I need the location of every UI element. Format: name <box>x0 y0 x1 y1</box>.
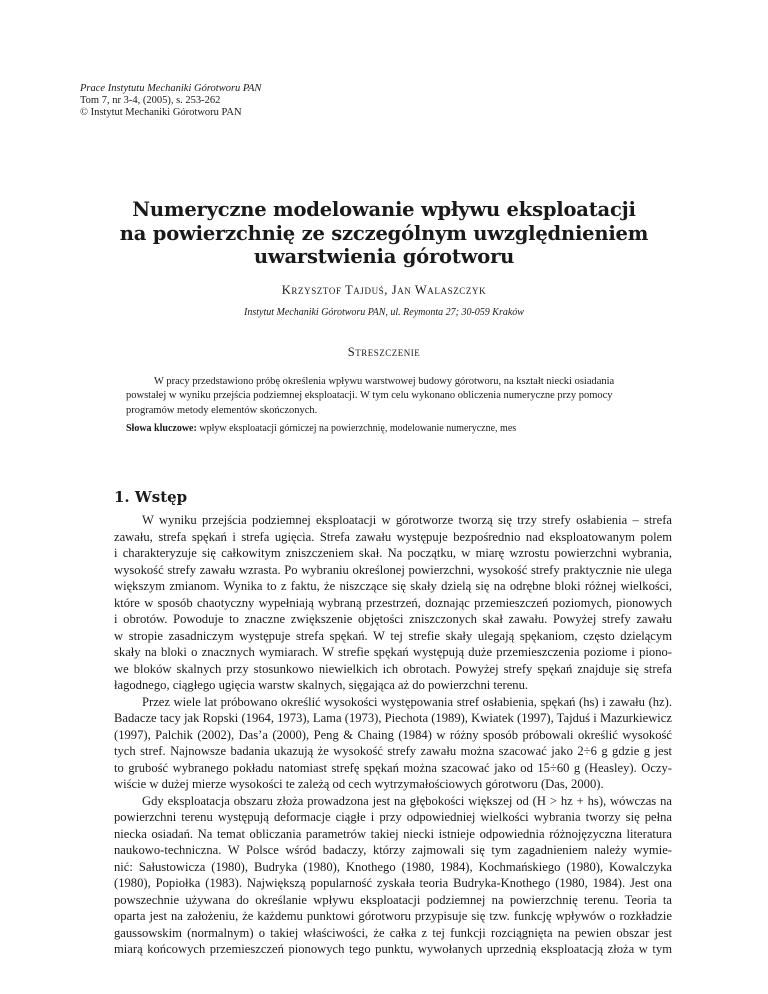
body-line: miarą końcowych przemieszczeń pionowych tego punktu, wywołanych uprzednią eksploatacją złoża w tym <box>114 942 672 956</box>
body-line: skały na bloki o znacznych wymiarach. W strefie spękań występują duże przemieszczenia poziome i piono- <box>114 645 672 659</box>
journal-name: Prace Instytutu Mechaniki Górotworu PAN <box>80 83 262 94</box>
abstract-line: powstałej w wyniku przejścia podziemnej eksploatacji. W tym celu wykonano obliczenia numeryczne przy pomocy <box>126 390 613 402</box>
body-line: zawału, strefa spękań i strefa ugięcia. Strefa zawału występuje bezpośrednio nad eksploatowanym polem <box>114 529 672 544</box>
body-line: Badacze tacy jak Ropski (1964, 1973), Lama (1973), Piechota (1989), Kwiatek (1997), Tajduś i Mazurkiewicz <box>114 711 672 725</box>
keywords <box>126 423 516 434</box>
body-line: oparta jest na założeniu, że każdemu punktowi górotworu przypisuje się tzw. funkcję wpływów o rozkładzie <box>114 909 672 923</box>
body-line: które w sposób chaotyczny wypełniają wybraną przestrzeń, doznając przemieszczeń poziomych, pionowych <box>114 595 672 610</box>
abstract-text <box>126 375 670 418</box>
body-line: łagodnego, ciągłego ugięcia warstw skalnych, sięgająca aż do powierzchni terenu. <box>114 678 529 692</box>
body-line: (1997), Palchik (2002), Das’a (2000), Peng & Chaing (1984) w różny sposób próbowali określić wysokość <box>114 727 672 742</box>
body-line: niecka osiadań. Na temat obliczania parametrów takiej niecki istnieje odpowiednia różnojęzyczna literatura <box>114 826 672 841</box>
journal-volume: Tom 7, nr 3-4, (2005), s. 253-262 <box>80 95 221 106</box>
body-text <box>114 512 672 958</box>
body-line: tych stref. Najnowsze badania ukazują że wysokość strefy zawału można szacować jako 2÷6 g gdzie g jest <box>114 744 672 758</box>
body-line: powierzchni terenu występują deformacje ciągłe i przy odpowiedniej wielkości wybrania tworzy się pełna <box>114 810 672 824</box>
body-line: Przez wiele lat próbowano określić wysokości występowania stref osłabienia, spękań (hs) i zawału (hz). <box>142 694 672 709</box>
paper-title <box>80 198 688 269</box>
body-line: i charakteryzuje się całkowitym zniszczeniem skał. Na początku, w miarę wzrostu powierzchni wybrania, <box>114 546 672 560</box>
body-line: we bloków skalnych przy stosunkowo niewielkich ich obrotach. Powyżej strefy spękań znajduje się strefa <box>114 661 672 676</box>
section-heading <box>114 488 187 506</box>
affiliation: Instytut Mechaniki Górotworu PAN, ul. Reymonta 27; 30-059 Kraków <box>244 307 524 318</box>
body-line: powszechnie używana do określanie wpływu eksploatacji podziemnej na powierzchnię terenu. Teoria ta <box>114 892 672 907</box>
body-line: naukowo-techniczna. W Polsce wśród badaczy, którzy zajmowali się tym zagadnieniem należy wymie- <box>114 843 672 857</box>
title-line: uwarstwienia górotworu <box>253 245 515 268</box>
body-line: Gdy eksploatacja obszaru złoża prowadzona jest na głębokości większej od (H > hz + hs), wówczas na <box>142 793 672 808</box>
journal-header <box>80 83 261 119</box>
keywords-text: wpływ eksploatacji górniczej na powierzchnię, modelowanie numeryczne, mes <box>199 423 517 434</box>
section-title: Wstęp <box>134 488 188 506</box>
journal-copyright: © Instytut Mechaniki Górotworu PAN <box>80 107 242 118</box>
title-line: na powierzchnię ze szczególnym uwzględnieniem <box>119 221 649 245</box>
body-line: i obrotów. Powoduje to znaczne zwiększenie objętości zniszczonych skał zawału. Powyżej strefy zawału <box>114 612 672 626</box>
body-line: w stropie zasadniczym występuje strefa spękań. W tej strefie skały ulegają spękaniom, często dzielącym <box>114 628 672 643</box>
body-line: W wyniku przejścia podziemnej eksploatacji w górotworze tworzą się trzy strefy osłabienia – strefa <box>142 513 672 527</box>
authors: Krzysztof Tajduś, Jan Walaszczyk <box>281 283 487 297</box>
body-line: nić: Sałustowicza (1980), Budryka (1980), Knothego (1980, 1984), Kochmańskiego (1980), Kowalczyka <box>114 859 672 874</box>
keywords-label: Słowa kluczowe: <box>126 423 197 434</box>
abstract-line: programów metody elementów skończonych. <box>126 404 318 416</box>
title-line: Numeryczne modelowanie wpływu eksploatacji <box>132 198 636 221</box>
body-line: (1980), Popiołka (1983). Największą popularność zyskała teoria Budryka-Knothego (1980, 1984). Jest ona <box>114 876 672 890</box>
abstract-line: W pracy przedstawiono próbę określenia wpływu warstwowej budowy górotworu, na kształt niecki osiadania <box>154 376 615 387</box>
body-line: większym zmianom. Wynika to z faktu, że niszczące się skały dzielą się na odrębne bloki różnej wielkości, <box>114 579 672 593</box>
body-line: wiście w dużej mierze wysokości te zależą od cech wytrzymałościowych górotworu (Das, 2000). <box>114 777 604 791</box>
body-line: gaussowskim (normalnym) o takiej właściwości, że całka z tej funkcji rozciągnięta na pewien obszar jest <box>114 925 672 940</box>
abstract-heading: Streszczenie <box>347 345 421 359</box>
section-number: 1. <box>114 488 130 506</box>
body-line: to grubość wybranego pokładu natomiast strefę spękań można szacować jako od 15÷60 g (Heasley). Oczy- <box>114 760 672 775</box>
body-line: wysokość strefy zawału wzrasta. Po wybraniu określonej powierzchni, wysokość strefy praktycznie nie ulega <box>114 562 672 577</box>
